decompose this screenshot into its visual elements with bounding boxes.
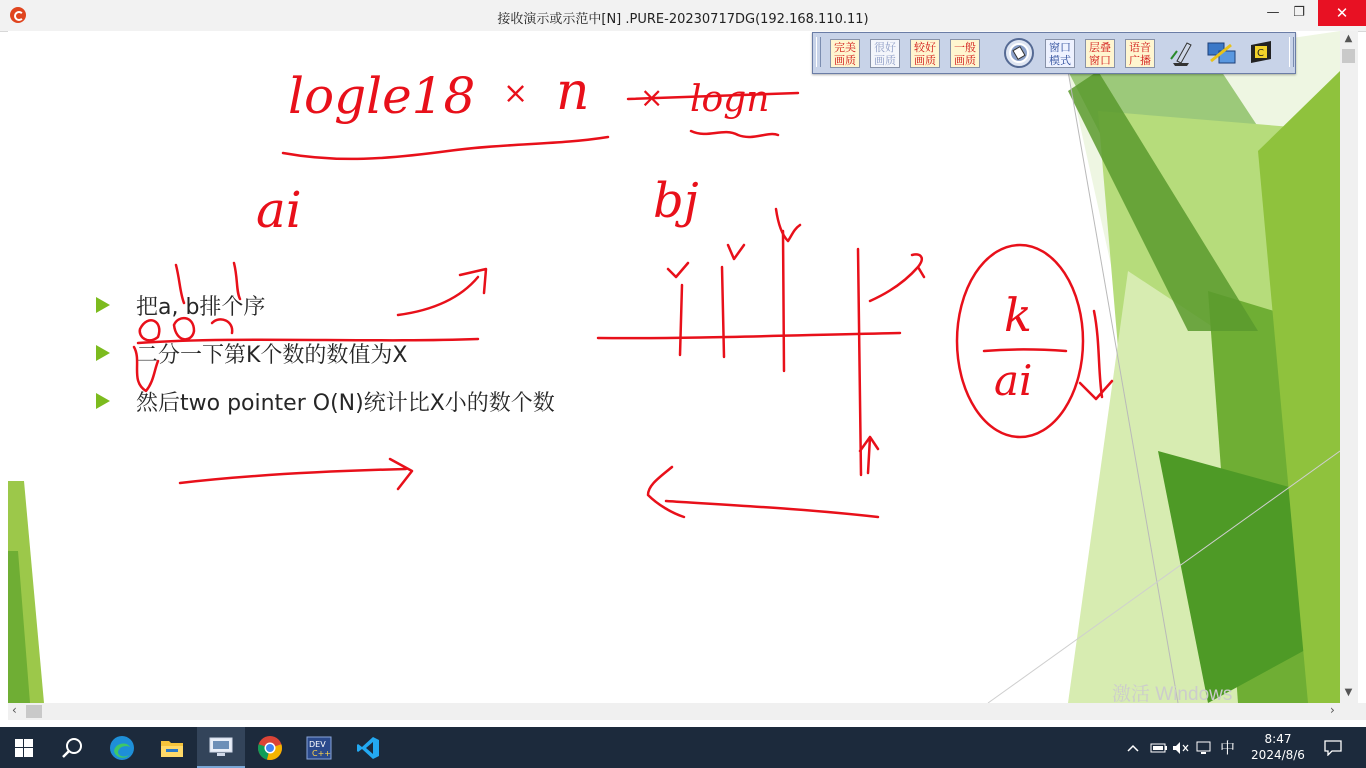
volume-status[interactable] xyxy=(1172,727,1190,768)
notification-icon xyxy=(1324,740,1342,756)
ink-arrow-right-bottom xyxy=(180,459,412,489)
ink-axis-horizontal xyxy=(598,333,900,338)
minimize-button[interactable]: — xyxy=(1266,5,1280,20)
bullet-item: 把a, b排个序 xyxy=(96,281,555,329)
dev-cpp-icon xyxy=(306,736,332,760)
taskbar-chrome[interactable] xyxy=(246,727,294,768)
clock-time: 8:47 xyxy=(1264,732,1292,746)
chrome-icon xyxy=(257,735,283,761)
svg-text:C++: C++ xyxy=(312,748,331,758)
vscode-icon xyxy=(356,736,380,760)
ink-formula-left: logle18 xyxy=(288,67,476,125)
monitor-icon xyxy=(209,737,233,757)
start-button[interactable] xyxy=(0,727,48,768)
ink-mark-bullet1 xyxy=(176,263,240,303)
ink-arrow-upright-right xyxy=(870,255,924,302)
window-title: 接收演示或示范中[N] .PURE-20230717DG(192.168.110.11) xyxy=(497,12,869,27)
battery-status[interactable] xyxy=(1150,727,1168,768)
perfect-quality-button[interactable]: 完美 画质 xyxy=(830,39,860,68)
bullet-item: 然后two pointer O(N)统计比X小的数个数 xyxy=(96,377,555,425)
network-status[interactable] xyxy=(1196,727,1214,768)
notification-center-button[interactable] xyxy=(1324,727,1342,768)
ink-logn: logn xyxy=(690,79,770,120)
voice-broadcast-button[interactable]: 语音 广播 xyxy=(1125,39,1155,68)
network-icon xyxy=(1196,741,1214,755)
title-bar xyxy=(0,0,1366,32)
ink-arrow-upright-left xyxy=(398,269,486,315)
show-hidden-icons-button[interactable] xyxy=(1126,727,1140,768)
horizontal-scrollbar[interactable] xyxy=(8,703,1340,720)
taskbar-devcpp[interactable] xyxy=(295,727,343,768)
ink-up-arrow xyxy=(860,437,878,473)
ink-scribble-bullet3 xyxy=(134,347,158,391)
scroll-left-arrow-icon[interactable]: ‹ xyxy=(12,703,17,717)
toolbar-grip-end[interactable] xyxy=(1289,37,1294,67)
good-quality-button[interactable]: 很好 画质 xyxy=(870,39,900,68)
taskbar-file-explorer[interactable] xyxy=(148,727,196,768)
battery-icon xyxy=(1150,742,1168,754)
svg-text:DEV: DEV xyxy=(309,739,326,749)
ink-axis-ticks xyxy=(680,231,861,475)
taskbar xyxy=(0,727,1366,768)
folder-icon xyxy=(160,738,184,758)
vertical-scrollbar[interactable] xyxy=(1340,31,1358,703)
windows-logo-icon xyxy=(15,739,33,757)
clock-date: 2024/8/6 xyxy=(1251,748,1305,762)
taskbar-remote-viewer[interactable] xyxy=(197,727,245,768)
network-transfer-icon[interactable] xyxy=(1205,37,1237,69)
input-method-indicator[interactable]: 中 xyxy=(1220,739,1236,757)
ink-scribble-bullet2 xyxy=(140,318,232,340)
ink-times-2: × xyxy=(640,81,664,114)
window-mode-button[interactable]: 窗口 模式 xyxy=(1045,39,1075,68)
search-button[interactable] xyxy=(48,727,96,768)
ink-b-j: bj xyxy=(653,173,699,229)
system-clock[interactable] xyxy=(1240,731,1316,763)
cascade-window-button[interactable]: 层叠 窗口 xyxy=(1085,39,1115,68)
activate-windows-watermark: 激活 Windows xyxy=(1112,684,1233,703)
taskbar-edge[interactable] xyxy=(98,727,146,768)
scrollbar-corner xyxy=(1340,703,1366,720)
bullet-item: 二分一下第K个数的数值为X xyxy=(96,329,555,377)
vertical-scroll-thumb[interactable] xyxy=(1342,49,1355,63)
ink-down-arrow-right xyxy=(1080,311,1112,399)
eraser-icon[interactable] xyxy=(1003,37,1035,69)
ink-underline-logn xyxy=(691,131,778,137)
ink-strike-bullet2 xyxy=(138,339,478,343)
ink-annotation-layer xyxy=(8,31,1340,703)
ink-underline-formula xyxy=(283,137,608,159)
ink-n: n xyxy=(556,62,590,122)
close-button[interactable]: ✕ xyxy=(1318,0,1366,26)
scroll-right-arrow-icon[interactable]: › xyxy=(1330,703,1335,717)
edge-browser-icon xyxy=(109,735,135,761)
svg-text:C: C xyxy=(1257,48,1264,59)
ink-times-1: × xyxy=(503,76,529,111)
scroll-down-arrow-icon[interactable]: ▼ xyxy=(1344,687,1353,698)
ink-fraction-k: k xyxy=(1004,288,1032,342)
remote-screen[interactable] xyxy=(8,31,1340,703)
remote-quality-toolbar xyxy=(812,32,1296,74)
taskbar-vscode[interactable] xyxy=(344,727,392,768)
ink-a-i: ai xyxy=(256,181,302,239)
ink-fraction-bar xyxy=(984,350,1066,352)
toolbar-grip[interactable] xyxy=(816,37,821,67)
normal-quality-button[interactable]: 一般 画质 xyxy=(950,39,980,68)
volume-muted-icon xyxy=(1172,741,1190,755)
pointer-tool-icon[interactable] xyxy=(1165,37,1197,69)
chevron-up-icon xyxy=(1126,743,1140,753)
ink-fraction-ai: ai xyxy=(994,356,1033,405)
capture-icon[interactable] xyxy=(1245,37,1277,69)
scroll-up-arrow-icon[interactable]: ▲ xyxy=(1344,33,1353,44)
search-icon xyxy=(61,737,83,759)
horizontal-scroll-thumb[interactable] xyxy=(26,705,42,718)
restore-button[interactable]: ❐ xyxy=(1293,5,1305,20)
ink-arrow-left-bottom xyxy=(648,467,878,517)
better-quality-button[interactable]: 较好 画质 xyxy=(910,39,940,68)
